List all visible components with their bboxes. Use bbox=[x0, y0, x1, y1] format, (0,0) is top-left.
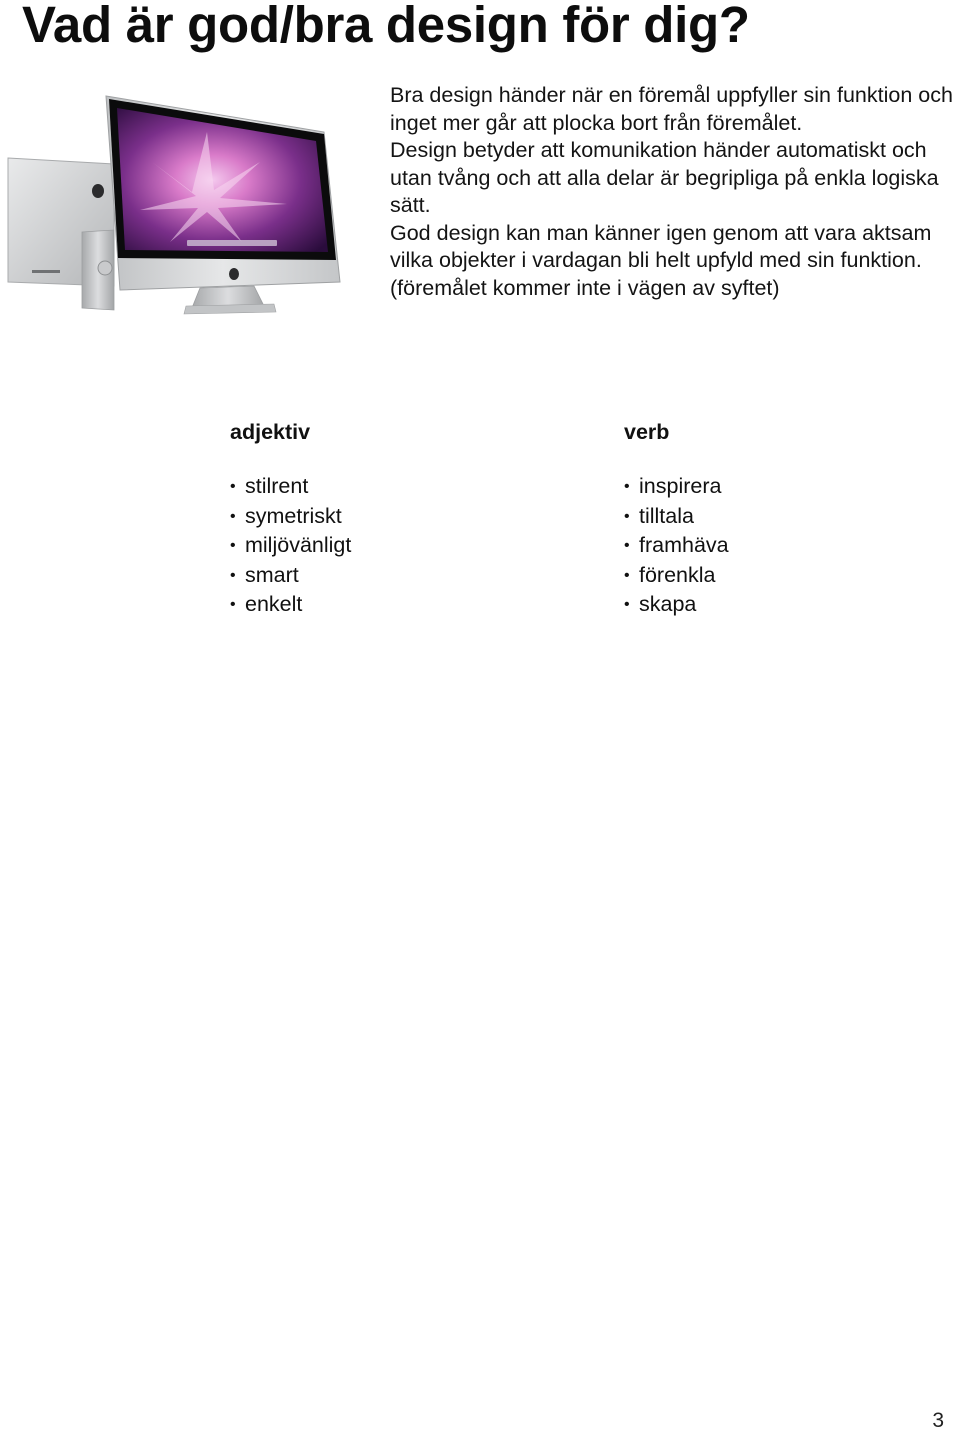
apple-logo-icon bbox=[92, 184, 104, 198]
adjektiv-column bbox=[230, 418, 530, 621]
intro-paragraph: Bra design händer när en föremål uppfyller sin funktion och inget mer går att plocka bort från föremålet. bbox=[390, 83, 953, 135]
list-item: • inspirera bbox=[624, 473, 924, 503]
intro-paragraph: God design kan man känner igen genom att vara aktsam vilka objekter i vardagan bli helt upfyld med sin funktion.(föremålet kommer inte i vägen av syftet) bbox=[390, 220, 932, 300]
intro-paragraph: Design betyder att komunikation händer automatiskt och utan tvång och att alla delar är begripliga på enkla logiska sätt. bbox=[390, 138, 939, 217]
imac-illustration bbox=[2, 92, 342, 324]
list-item: • förenkla bbox=[624, 562, 924, 592]
list-item: • enkelt bbox=[230, 591, 530, 621]
list-item: • smart bbox=[230, 562, 530, 592]
list-item: • tilltala bbox=[624, 503, 924, 533]
imac-back-view bbox=[8, 158, 114, 310]
verb-list bbox=[624, 473, 924, 621]
verb-column bbox=[624, 418, 924, 621]
page-title: Vad är god/bra design för dig? bbox=[22, 0, 750, 53]
dock bbox=[187, 240, 277, 246]
list-item: • miljövänligt bbox=[230, 532, 530, 562]
list-item: • stilrent bbox=[230, 473, 530, 503]
apple-logo-icon bbox=[229, 268, 239, 280]
list-item: • skapa bbox=[624, 591, 924, 621]
adjektiv-heading: adjektiv bbox=[230, 420, 311, 444]
page-number: 3 bbox=[932, 1409, 944, 1432]
list-item: • symetriskt bbox=[230, 503, 530, 533]
intro-text bbox=[390, 82, 960, 302]
list-item: • framhäva bbox=[624, 532, 924, 562]
imac-front-view bbox=[106, 96, 340, 314]
adjektiv-list bbox=[230, 473, 530, 621]
verb-heading: verb bbox=[624, 420, 670, 444]
